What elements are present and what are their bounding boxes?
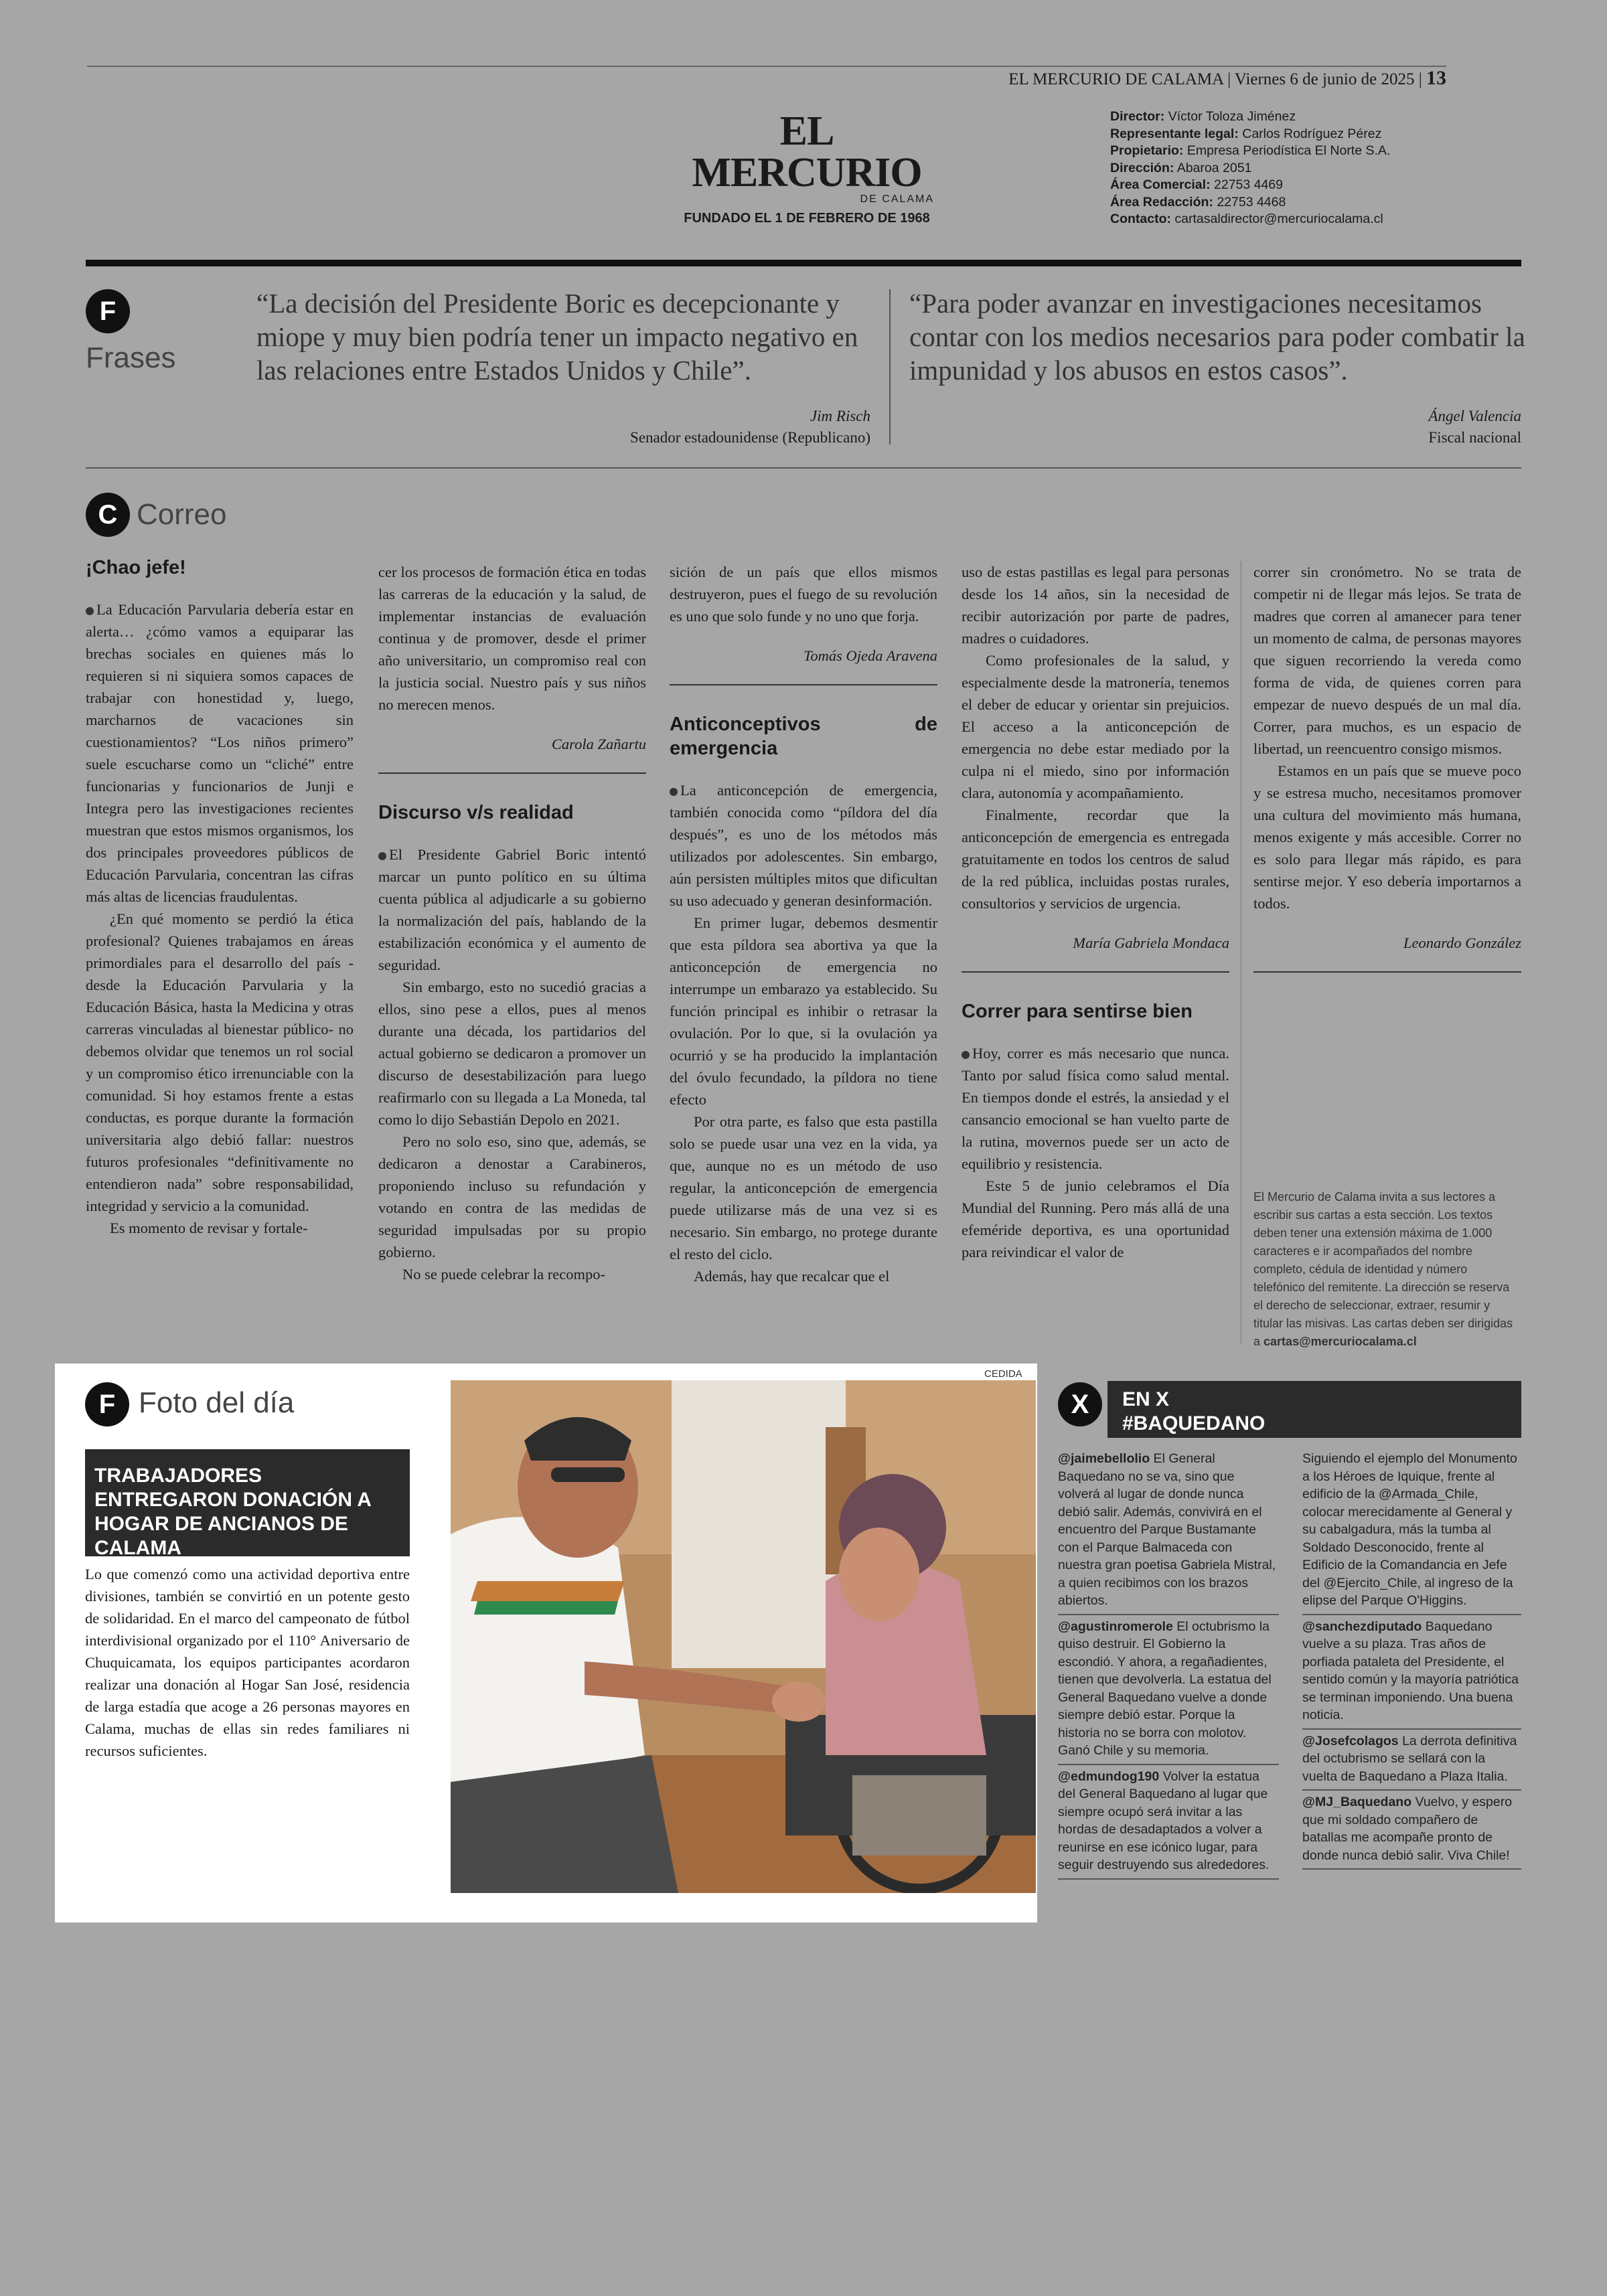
page-header-strip: EL MERCURIO DE CALAMA | Viernes 6 de junio de 2025 | 13 [1008, 67, 1446, 89]
tweet: @jaimebellolio El General Baquedano no se va, sino que volverá al lugar de donde nunca debió salir. Además, convivirá en el encuentro del Parque Bustamante con el Parque Balmaceda con nuestra gran poetisa Gabriela Mistral, a quien recibimos con los brazos abiertos. [1058, 1447, 1279, 1615]
bullet-icon [378, 852, 386, 860]
quote-text: “La decisión del Presidente Boric es decepcionante y miope y muy bien podría tener un impacto negativo en las relaciones entre Estados Unidos y Chile”. [256, 288, 858, 386]
staff-line: Área Redacción: 22753 4468 [1110, 194, 1286, 210]
letter-separator [962, 971, 1229, 973]
tweets-column-2 [1302, 1447, 1521, 1870]
header-thick-rule [86, 260, 1521, 266]
quote-author: Ángel Valencia [1428, 408, 1521, 424]
quote-author: Jim Risch [810, 408, 870, 424]
staff-line: Director: Víctor Toloza Jiménez [1110, 109, 1296, 124]
tweet-handle[interactable]: @agustinromerole [1058, 1619, 1173, 1634]
tweet-handle[interactable]: @jaimebellolio [1058, 1451, 1150, 1466]
photo-illustration [451, 1380, 1036, 1893]
tweet-handle[interactable]: @sanchezdiputado [1302, 1619, 1422, 1634]
foto-title: Foto del día [139, 1386, 295, 1419]
tweet: @sanchezdiputado Baquedano vuelve a su plaza. Tras años de porfiada pataleta del Presidente, el sentido común y la mayoría patriótica se terminan imponiendo. Una buena noticia. [1302, 1615, 1521, 1730]
tweets-column-1 [1058, 1447, 1279, 1880]
staff-line: Dirección: Abaroa 2051 [1110, 160, 1252, 175]
tweet-handle[interactable]: @edmundog190 [1058, 1769, 1160, 1784]
letter-title: Correr para sentirse bien [962, 1001, 1193, 1022]
newspaper-logo [673, 110, 941, 226]
tweet: @agustinromerole El octubrismo la quiso destruir. El Gobierno la escondió. Y ahora, a regañadientes, tienen que devolverla. La estatua del General Baquedano vuelve a donde siempre debió estar. Porque la historia no se borra con molotov. Ganó Chile y su memoria. [1058, 1615, 1279, 1765]
letter-separator [1253, 971, 1521, 973]
photo-credit: CEDIDA [984, 1368, 1022, 1380]
staff-line: Representante legal: Carlos Rodríguez Pérez [1110, 126, 1382, 141]
staff-line: Contacto: cartasaldirector@mercuriocalama.cl [1110, 212, 1383, 226]
foto-badge: F [85, 1382, 129, 1426]
tweet-handle[interactable]: @MJ_Baquedano [1302, 1795, 1412, 1809]
correo-badge: C [86, 493, 130, 537]
letter-column-1: ¡Chao jefe! La Educación Parvularia debería estar en alerta… ¿cómo vamos a equiparar las brechas sociales en quienes más lo requieren si ni siquiera somos capaces de trabajar con honestidad y, luego, marcharnos de vacaciones sin cuestionamientos? “Los niños primero” suele escucharse como un “cliché” entre funcionarias y funcionarios de Junji e Integra pero las investigaciones recientes muestran que estos mismos organismos, los dos principales proveedores públicos de Educación Parvularia, concentran las cifras más altas de licencias fraudulentas. ¿En qué momento se perdió la ética profesional? Quienes trabajamos en áreas primordiales para el desarrollo del país -desde la Educación Parvularia y la Educación Básica, hasta la Medicina y otras carreras vinculadas al bienestar público- no debemos olvidar que tenemos un rol social y un compromiso ético irrenunciable con la comunidad. Si hoy estamos frente a estas conductas, es porque durante la formación universitaria algo debió fallar: nuestros futuros profesionales “definitivamente no entendieron nada” sobre responsabilidad, integridad y servicio a la comunidad. Es momento de revisar y fortale- [86, 556, 354, 1239]
quote-role: Senador estadounidense (Republicano) [630, 429, 870, 446]
tweet: @edmundog190 Volver la estatua del General Baquedano al lugar que siempre ocupó será invitar a las hordas de desadaptados a volver a reunirse en ese icónico lugar, para seguir destruyendo sus alrededores. [1058, 1765, 1279, 1880]
page-number: 13 [1426, 67, 1446, 89]
letter-author: Carola Zañartu [551, 736, 646, 752]
letter-author: Tomás Ojeda Aravena [803, 647, 937, 664]
letter-continued: cer los procesos de formación ética en todas las carreras de la educación y la salud, de implementar instancias de evaluación continua y de promover, desde el primer año universitario, un compromiso real con la justicia social. Nuestro país y sus niños no merecen menos. [378, 564, 646, 713]
letter-column-5: correr sin cronómetro. No se trata de competir ni de llegar más lejos. Se trata de madres que corren al amanecer para tener un momento de calma, de personas mayores que siguen recorriendo la vereda como forma de vida, de quienes corren para empezar de nuevo después de un mal día. Correr, para muchos, es un espacio de libertad, un reencuentro consigo mismos. Estamos en un país que se mueve poco y se estresa mucho, necesitamos promover una cultura del movimiento más humana, menos exigente y más accesible. Correr no es solo para llegar más rápido, es para sentirse mejor. Y eso debería importarnos a todos. Leonardo González [1253, 561, 1521, 973]
quote-text: “Para poder avanzar en investigaciones necesitamos contar con los medios necesarios para poder combatir la impunidad y los abusos en estos casos”. [909, 288, 1525, 386]
photo-caption: Lo que comenzó como una actividad deportiva entre divisiones, también se convirtió en un potente gesto de solidaridad. En el marco del campeonato de fútbol interdivisional organizado por el 110° Aniversario de Chuquicamata, los equipos participantes acordaron realizar una donación al Hogar San José, residencia de larga estadía que acoge a 26 personas mayores en Calama, muchas de ellas sin redes familiares ni recursos suficientes. [85, 1566, 410, 1759]
photo-headline: TRABAJADORES ENTREGARON DONACIÓN A HOGAR DE ANCIANOS DE CALAMA [85, 1449, 410, 1556]
letter-separator [670, 684, 937, 685]
tweet-handle[interactable]: @Josefcolagos [1302, 1733, 1399, 1748]
quote-role: Fiscal nacional [1428, 429, 1521, 446]
letter-author: Leonardo González [1403, 934, 1521, 951]
notice-email[interactable]: cartas@mercuriocalama.cl [1264, 1335, 1417, 1348]
letter-author: María Gabriela Mondaca [1073, 934, 1229, 951]
logo-subtitle: DE CALAMA [860, 193, 934, 205]
quote-attribution [909, 406, 1521, 448]
letter-column-3: sición de un país que ellos mismos destruyeron, pues el fuego de su revolución es uno que solo funde y no uno que forja. Tomás Ojeda Aravena Anticonceptivos de emergencia La anticoncepción de emergencia, también conocida como “píldora del día después”, es uno de los métodos más utilizados por adolescentes. Sin embargo, aún persisten múltiples mitos que dificultan su uso adecuado y generan desinformación. En primer lugar, debemos desmentir que esta píldora sea abortiva ya que la anticoncepción de emergencia no interrumpe un embarazo ya establecido. Su función principal es inhibir o retrasar la ovulación. Por lo que, si la ovulación ya ocurrió y se ha producido la implantación del óvulo fecundado, la píldora no tiene efecto Por otra parte, es falso que esta pastilla solo se puede usar una vez en la vida, ya que, aunque no es un método de uso regular, la anticoncepción de emergencia puede utilizarse más de una vez si es necesario. Sin embargo, no protege durante el resto del ciclo. Además, hay que recalcar que el [670, 564, 937, 1285]
x-badge: X [1058, 1382, 1102, 1426]
founded-date: FUNDADO EL 1 DE FEBRERO DE 1968 [684, 211, 930, 226]
quote-divider [889, 289, 891, 444]
paper-name: EL MERCURIO DE CALAMA [1008, 70, 1223, 88]
submission-notice: El Mercurio de Calama invita a sus lectores a escribir sus cartas a esta sección. Los textos deben tener una extensión máxima de 1.000 caracteres e ir acompañados del nombre completo, cédula de identidad y número telefónico del remitente. La dirección se reserva el derecho de seleccionar, extraer, resumir y titular las misivas. Las cartas deben ser dirigidas a cartas@mercuriocalama.cl [1253, 1190, 1513, 1348]
staff-line: Área Comercial: 22753 4469 [1110, 177, 1284, 192]
frases-title: Frases [86, 341, 176, 374]
bullet-icon [962, 1051, 970, 1059]
letter-separator [378, 772, 646, 774]
tweet: Siguiendo el ejemplo del Monumento a los Héroes de Iquique, frente al edificio de la @Armada_Chile, colocar merecidamente al General y su cabalgadura, más la tumba al Soldado Desconocido, frente al Edificio de la Comandancia en Jefe del @Ejercito_Chile, al ingreso de la elipse del Parque O'Higgins. [1302, 1447, 1521, 1615]
logo-name: EL MERCURIO [692, 108, 922, 195]
bullet-icon [670, 788, 678, 796]
issue-date: Viernes 6 de junio de 2025 [1234, 70, 1415, 88]
quote-attribution [256, 406, 870, 448]
staff-line: Propietario: Empresa Periodística El Norte S.A. [1110, 143, 1391, 158]
tweet: @Josefcolagos La derrota definitiva del octubrismo se sellará con la vuelta de Baquedano a Plaza Italia. [1302, 1730, 1521, 1791]
letter-title: Anticonceptivos de emergencia [670, 714, 937, 759]
photo-of-the-day [451, 1380, 1036, 1893]
letter-title: Discurso v/s realidad [378, 802, 574, 823]
correo-title: Correo [137, 498, 227, 531]
tweet: @MJ_Baquedano Vuelvo, y espero que mi soldado compañero de batallas me acompañe pronto de donde nunca debió salir. Viva Chile! [1302, 1791, 1521, 1870]
section-rule [86, 467, 1521, 469]
letter-title: ¡Chao jefe! [86, 557, 186, 578]
staff-box [1110, 108, 1458, 228]
x-section-title: EN X #BAQUEDANO [1107, 1381, 1521, 1438]
letter-column-4: uso de estas pastillas es legal para personas desde los 14 años, sin la necesidad de recibir autorización por parte de padres, madres o cuidadores. Como profesionales de la salud, y especialmente desde la matronería, tenemos el deber de educar y orientar sin prejuicios. El acceso a la anticoncepción de emergencia no debe estar mediado por la culpa ni el miedo, sino por información clara, autonomía y acompañamiento. Finalmente, recordar que la anticoncepción de emergencia es entregada gratuitamente en todos los centros de salud de la red pública, incluidas postas rurales, consultorios y servicios de urgencia. María Gabriela Mondaca Correr para sentirse bien Hoy, correr es más necesario que nunca. Tanto por salud física como salud mental. En tiempos donde el estrés, la ansiedad y el cansancio emocional se han vuelto parte de la rutina, movernos puede ser un acto de equilibrio y resistencia. Este 5 de junio celebramos el Día Mundial del Running. Pero más allá de una efeméride deportiva, es una oportunidad para reivindicar el valor de [962, 564, 1229, 1260]
frases-badge: F [86, 289, 130, 333]
letter-column-2: cer los procesos de formación ética en todas las carreras de la educación y la salud, de implementar instancias de evaluación continua y de promover, desde el primer año universitario, un compromiso real con la justicia social. Nuestro país y sus niños no merecen menos. Carola Zañartu Discurso v/s realidad El Presidente Gabriel Boric intentó marcar un punto político en su última cuenta pública al adjudicarle a su gobierno la normalización del país, hablando de la estabilización económica y el aumento de seguridad. Sin embargo, esto no sucedió gracias a ellos, sino pese a ellos, pues al menos durante una década, los partidarios del actual gobierno se dedicaron a promover un discurso de desestabilización para luego reafirmarlo con su llegada a La Moneda, tal como lo dijo Sebastián Depolo en 2021. Pero no solo eso, sino que, además, se dedicaron a denostar a Carabineros, proponiendo incluso su refundación y votando en contra de las medidas de seguridad impulsadas por su propio gobierno. No se puede celebrar la recompo- [378, 561, 646, 1285]
bullet-icon [86, 607, 94, 615]
letter-paragraph-start: Es momento de revisar y fortale- [110, 1220, 308, 1236]
